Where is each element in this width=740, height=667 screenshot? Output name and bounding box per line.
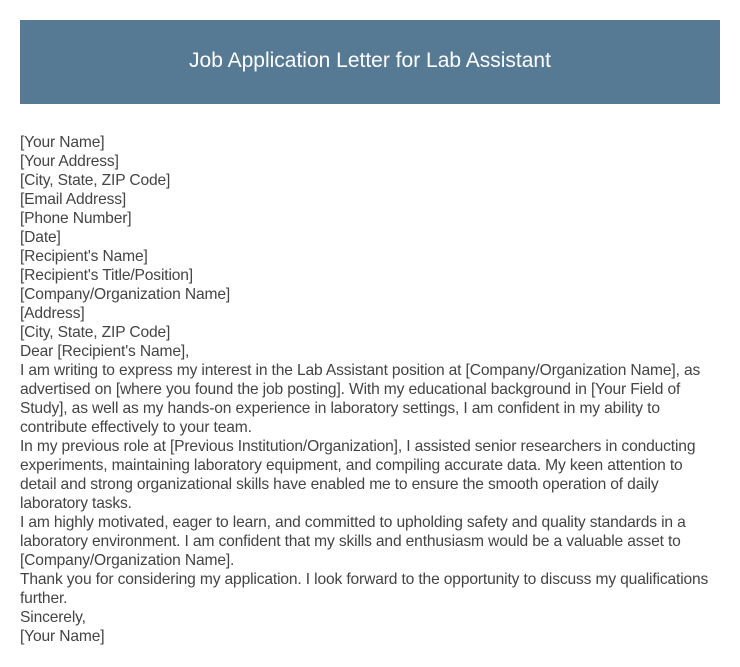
sender-phone: [Phone Number]: [20, 210, 132, 227]
recipient-block: [20, 247, 722, 342]
paragraph-experience: In my previous role at [Previous Institution/Organization], I assisted senior researchers in conducting experiments, maintaining laboratory equipment, and compiling accurate data. My keen attention to detail and strong organizational skills have enabled me to ensure the smooth operation of daily laboratory tasks.: [20, 438, 696, 512]
page-title: Job Application Letter for Lab Assistant: [189, 49, 551, 72]
recipient-company: [Company/Organization Name]: [20, 286, 231, 303]
recipient-city-state-zip: [City, State, ZIP Code]: [20, 324, 171, 341]
recipient-title: [Recipient's Title/Position]: [20, 267, 193, 284]
sender-name: [Your Name]: [20, 134, 105, 151]
recipient-address: [Address]: [20, 305, 85, 322]
closing: Sincerely,: [20, 609, 86, 626]
paragraph-motivation: I am highly motivated, eager to learn, and committed to upholding safety and quality standards in a laboratory environment. I am confident that my skills and enthusiasm would be a valuable asset to [Company/Organization Name].: [20, 514, 686, 569]
paragraph-thanks: Thank you for considering my application. I look forward to the opportunity to discuss my qualifications further.: [20, 571, 709, 607]
paragraph-interest: I am writing to express my interest in the Lab Assistant position at [Company/Organization Name], as advertised on [where you found the job posting]. With my educational background in [Your Field of Study], as well as my hands-on experience in laboratory settings, I am confident in my ability to contribute effectively to your team.: [20, 362, 701, 436]
sender-city-state-zip: [City, State, ZIP Code]: [20, 172, 171, 189]
salutation: Dear [Recipient's Name],: [20, 343, 190, 360]
title-banner: [20, 20, 720, 104]
recipient-name: [Recipient's Name]: [20, 248, 148, 265]
sender-email: [Email Address]: [20, 191, 127, 208]
sender-block: [20, 133, 722, 228]
sender-address: [Your Address]: [20, 153, 119, 170]
letter-body: [20, 133, 722, 646]
signature: [Your Name]: [20, 628, 105, 645]
letter-date: [Date]: [20, 229, 61, 246]
